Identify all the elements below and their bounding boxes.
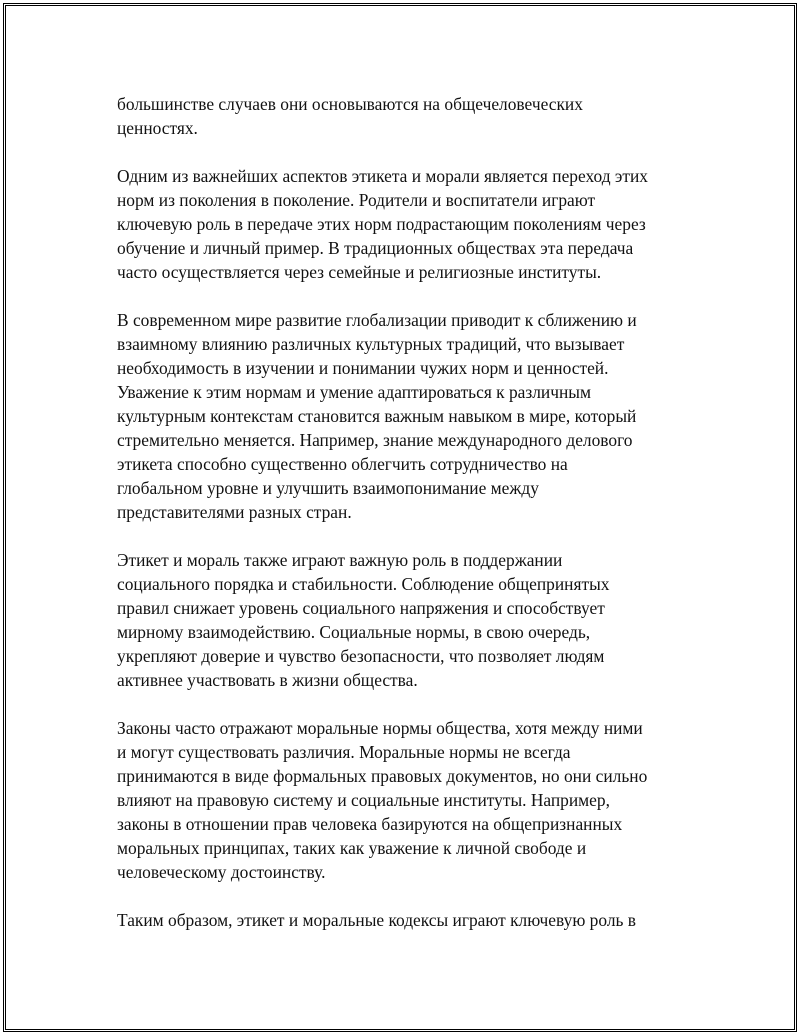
paragraph: большинстве случаев они основываются на общечеловеческих ценностях. xyxy=(117,94,583,138)
paragraph: Одним из важнейших аспектов этикета и морали является переход этих норм из поколения в поколение. Родители и воспитатели играют ключевую роль в передаче этих норм подрастающим поколениям через обучение и личный пример. В традиционных обществах эта передача часто осуществляется через семейные и религиозные институты. xyxy=(117,166,648,282)
paragraph: Таким образом, этикет и моральные кодексы играют ключевую роль в xyxy=(117,910,637,930)
paragraph: Законы часто отражают моральные нормы общества, хотя между ними и могут существовать различия. Моральные нормы не всегда принимаются в виде формальных правовых документов, но они сильно влияют на правовую систему и социальные институты. Например, законы в отношении прав человека базируются на общепризнанных моральных принципах, таких как уважение к личной свободе и человеческому достоинству. xyxy=(117,718,648,882)
document-body xyxy=(117,92,707,956)
paragraph: Этикет и мораль также играют важную роль в поддержании социального порядка и стабильности. Соблюдение общепринятых правил снижает уровень социального напряжения и способствует мирному взаимодействию. Социальные нормы, в свою очередь, укрепляют доверие и чувство безопасности, что позволяет людям активнее участвовать в жизни общества. xyxy=(117,550,610,690)
paragraph: В современном мире развитие глобализации приводит к сближению и взаимному влиянию различных культурных традиций, что вызывает необходимость в изучении и понимании чужих норм и ценностей. Уважение к этим нормам и умение адаптироваться к различным культурным контекстам становится важным навыком в мире, который стремительно меняется. Например, знание международного делового этикета способно существенно облегчить сотрудничество на глобальном уровне и улучшить взаимопонимание между представителями разных стран. xyxy=(117,310,637,522)
